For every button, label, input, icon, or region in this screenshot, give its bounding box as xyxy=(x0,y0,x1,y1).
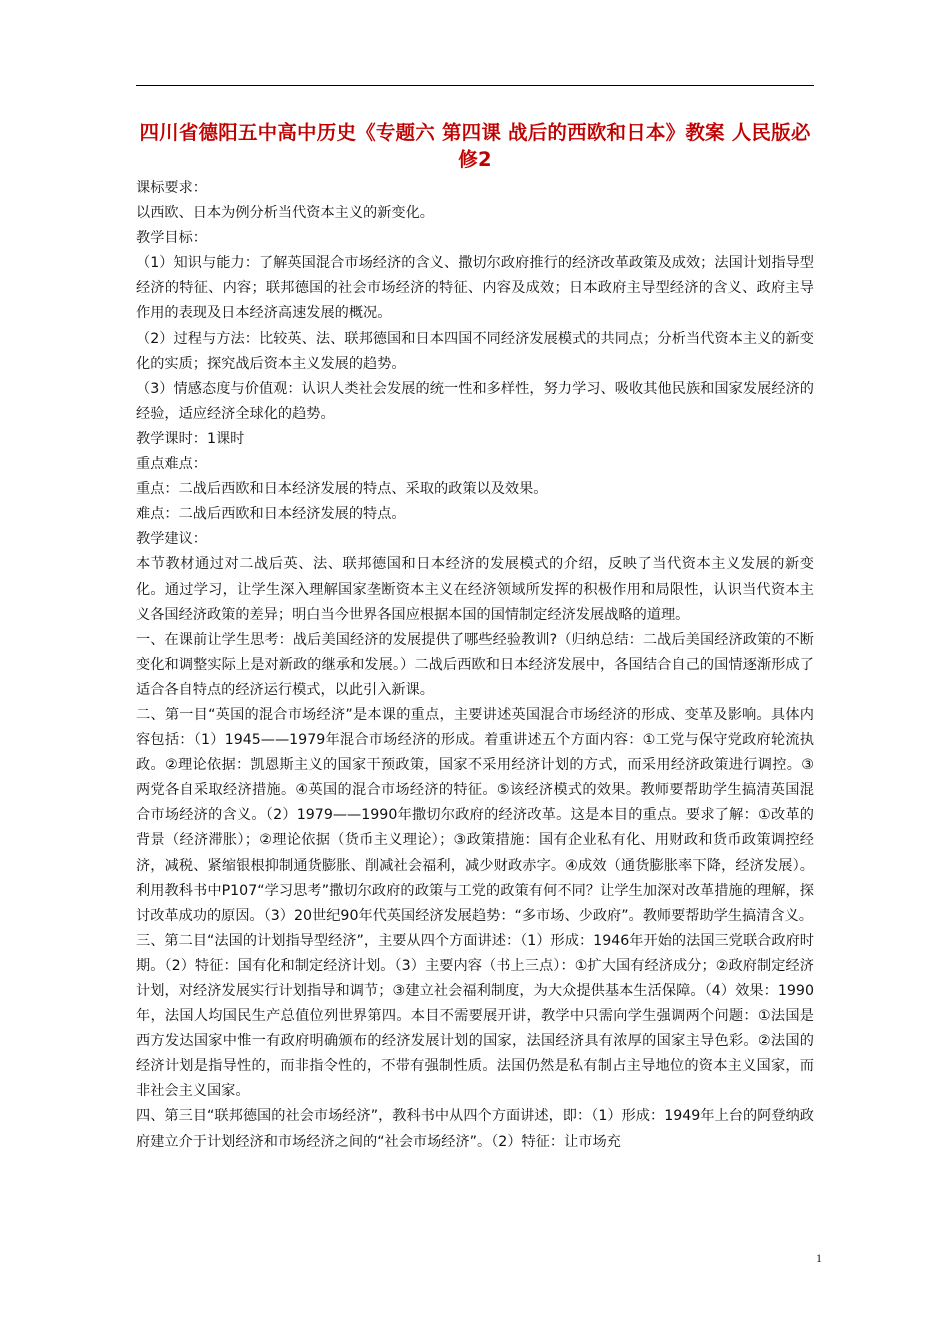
header-rule xyxy=(136,85,814,86)
paragraph-suggestions-heading: 教学建议： xyxy=(136,531,207,548)
paragraph-objective-knowledge: （1）知识与能力：了解英国混合市场经济的含义、撒切尔政府推行的经济改革政策及成效；法国计划指导型经济的特征、内容；联邦德国的社会市场经济的特征、内容及成效；日本政府主导型经济的含义、政府主导作用的表现及日本经济高速发展的概况。 xyxy=(136,255,814,322)
paragraph-objective-values: （3）情感态度与价值观：认识人类社会发展的统一性和多样性，努力学习、吸收其他民族和国家发展经济的经验，适应经济全球化的趋势。 xyxy=(136,380,814,422)
paragraph-key-points-heading: 重点难点： xyxy=(136,456,207,473)
paragraph-objective-process: （2）过程与方法：比较英、法、联邦德国和日本四国不同经济发展模式的共同点；分析当代资本主义的新变化的实质；探究战后资本主义发展的趋势。 xyxy=(136,330,814,372)
paragraph-standard-heading: 课标要求： xyxy=(136,180,207,196)
paragraph-objectives-heading: 教学目标： xyxy=(136,230,207,247)
paragraph-standard: 以西欧、日本为例分析当代资本主义的新变化。 xyxy=(136,205,434,222)
paragraph-section-three: 三、第二目“法国的计划指导型经济”，主要从四个方面讲述：（1）形成：1946年开始的法国三党联合政府时期。（2）特征：国有化和制定经济计划。（3）主要内容（书上三点）：①扩大国有经济成分；②政府制定经济计划，对经济发展实行计划指导和调节；③建立社会福利制度，为大众提供基本生活保障。（4）效果：1990年，法国人均国民生产总值位列世界第四。本目不需要展开讲，教学中只需向学生强调两个问题：①法国是西方发达国家中惟一有政府明确颁布的经济发展计划的国家，法国经济具有浓厚的国家主导色彩。②法国的经济计划是指导性的，而非指令性的，不带有强制性质。法国仍然是私有制占主导地位的资本主义国家，而非社会主义国家。 xyxy=(136,932,814,1100)
paragraph-section-two: 二、第一目“英国的混合市场经济”是本课的重点，主要讲述英国混合市场经济的形成、变革及影响。具体内容包括：（1）1945——1979年混合市场经济的形成。着重讲述五个方面内容：①工党与保守党政府轮流执政。②理论依据：凯恩斯主义的国家干预政策，国家不采用经济计划的方式，而采用经济政策进行调控。③两党各自采取经济措施。④英国的混合市场经济的特征。⑤该经济模式的效果。教师要帮助学生搞清英国混合市场经济的含义。（2）1979——1990年撒切尔政府的经济改革。这是本目的重点。要求了解：①改革的背景（经济滞胀）；②理论依据（货币主义理论）；③政策措施：国有企业私有化、用财政和货币政策调控经济，减税、紧缩银根抑制通货膨胀、削减社会福利，减少财政赤字。④成效（通货膨胀率下降，经济发展）。利用教科书中P107“学习思考”撒切尔政府的政策与工党的政策有何不同？让学生加深对改革措施的理解，探讨改革成功的原因。（3）20世纪90年代英国经济发展趋势：“多市场、少政府”。教师要帮助学生搞清含义。 xyxy=(136,706,814,924)
paragraph-class-hours: 教学课时：1课时 xyxy=(136,430,245,447)
paragraph-difficult-point: 难点：二战后西欧和日本经济发展的特点。 xyxy=(136,506,406,523)
document-title: 四川省德阳五中高中历史《专题六 第四课 战后的西欧和日本》教案 人民版必修2 xyxy=(139,121,811,171)
paragraph-section-one: 一、在课前让学生思考：战后美国经济的发展提供了哪些经验教训?（归纳总结：二战后美国经济政策的不断变化和调整实际上是对新政的继承和发展。）二战后西欧和日本经济发展中，各国结合自己的国情逐渐形成了适合各自特点的经济运行模式，以此引入新课。 xyxy=(136,631,814,698)
paragraph-suggestions: 本节教材通过对二战后英、法、联邦德国和日本经济的发展模式的介绍，反映了当代资本主义发展的新变化。通过学习，让学生深入理解国家垄断资本主义在经济领域所发挥的积极作用和局限性，认识当代资本主义各国经济政策的差异；明白当今世界各国应根据本国的国情制定经济发展战略的道理。 xyxy=(136,556,814,623)
page-number: 1 xyxy=(816,1251,822,1265)
paragraph-key-point: 重点：二战后西欧和日本经济发展的特点、采取的政策以及效果。 xyxy=(136,481,548,498)
paragraph-section-four: 四、第三目“联邦德国的社会市场经济”，教科书中从四个方面讲述，即：（1）形成：1949年上台的阿登纳政府建立介于计划经济和市场经济之间的“社会市场经济”。（2）特征：让市场充 xyxy=(136,1108,814,1150)
document-body xyxy=(136,119,814,1155)
